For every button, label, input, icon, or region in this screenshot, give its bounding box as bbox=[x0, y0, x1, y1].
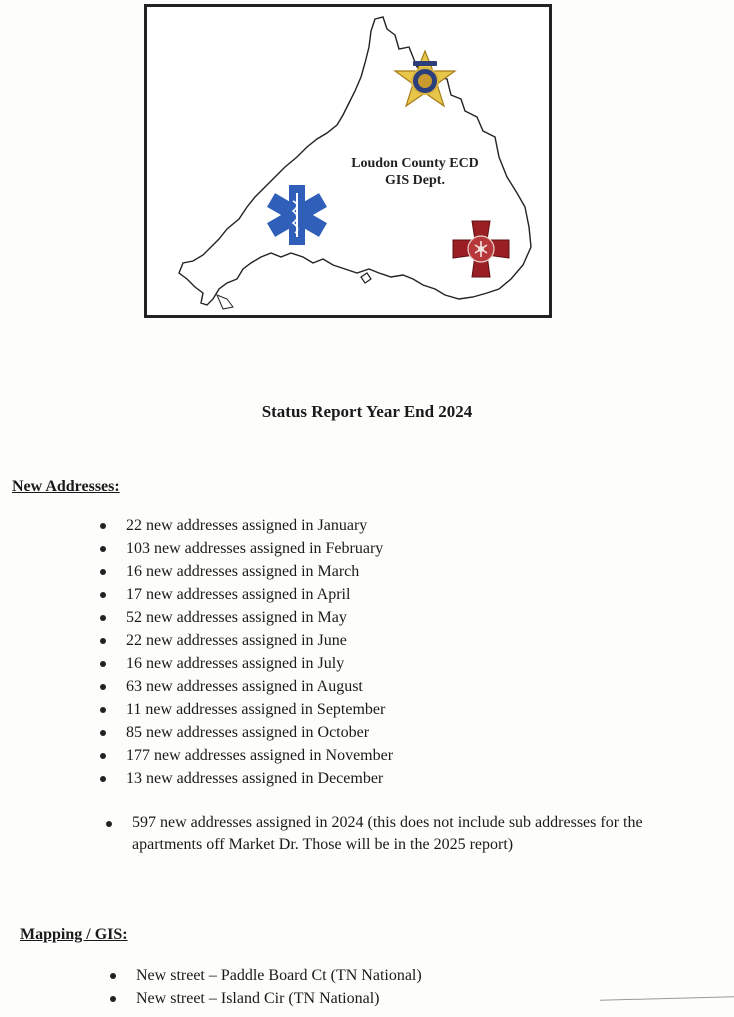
list-item: New street – Paddle Board Ct (TN National) bbox=[110, 964, 422, 987]
list-item: 63 new addresses assigned in August bbox=[100, 675, 393, 698]
mapping-gis-list bbox=[110, 964, 422, 1010]
bullet-icon bbox=[100, 753, 106, 759]
summary-list bbox=[106, 812, 706, 856]
mapping-gis-heading: Mapping / GIS: bbox=[20, 926, 128, 943]
list-item: 22 new addresses assigned in January bbox=[100, 514, 393, 537]
bullet-icon bbox=[100, 592, 106, 598]
scan-artifact-line bbox=[600, 996, 734, 1001]
bullet-icon bbox=[100, 776, 106, 782]
bullet-icon bbox=[100, 523, 106, 529]
bullet-icon bbox=[100, 546, 106, 552]
list-item: New street – Island Cir (TN National) bbox=[110, 987, 422, 1010]
report-title: Status Report Year End 2024 bbox=[261, 402, 473, 421]
list-item: 177 new addresses assigned in November bbox=[100, 744, 393, 767]
list-item: 52 new addresses assigned in May bbox=[100, 606, 393, 629]
new-addresses-list bbox=[100, 514, 393, 790]
summary-item: 597 new addresses assigned in 2024 (this does not include sub addresses for the apartments off Market Dr. Those will be in the 2025 report) bbox=[106, 812, 706, 856]
bullet-icon bbox=[100, 730, 106, 736]
bullet-icon bbox=[100, 684, 106, 690]
bullet-icon bbox=[100, 638, 106, 644]
bullet-icon bbox=[110, 996, 116, 1002]
list-item: 11 new addresses assigned in September bbox=[100, 698, 393, 721]
fire-rescue-cross-icon bbox=[453, 221, 509, 277]
bullet-icon bbox=[110, 973, 116, 979]
bullet-icon bbox=[106, 821, 112, 827]
bullet-icon bbox=[100, 615, 106, 621]
list-item: 85 new addresses assigned in October bbox=[100, 721, 393, 744]
list-item: 17 new addresses assigned in April bbox=[100, 583, 393, 606]
bullet-icon bbox=[100, 569, 106, 575]
list-item: 16 new addresses assigned in March bbox=[100, 560, 393, 583]
map-title-line-1: Loudon County ECD bbox=[351, 156, 479, 171]
list-item: 22 new addresses assigned in June bbox=[100, 629, 393, 652]
star-of-life-icon bbox=[267, 185, 327, 245]
river-detail bbox=[217, 295, 233, 309]
list-item: 13 new addresses assigned in December bbox=[100, 767, 393, 790]
list-item: 103 new addresses assigned in February bbox=[100, 537, 393, 560]
map-title bbox=[335, 155, 495, 189]
list-item: 16 new addresses assigned in July bbox=[100, 652, 393, 675]
county-map-logo bbox=[144, 4, 552, 318]
bullet-icon bbox=[100, 707, 106, 713]
island-shape bbox=[361, 273, 371, 283]
map-title-line-2: GIS Dept. bbox=[385, 173, 445, 188]
new-addresses-heading: New Addresses: bbox=[12, 478, 120, 495]
bullet-icon bbox=[100, 661, 106, 667]
